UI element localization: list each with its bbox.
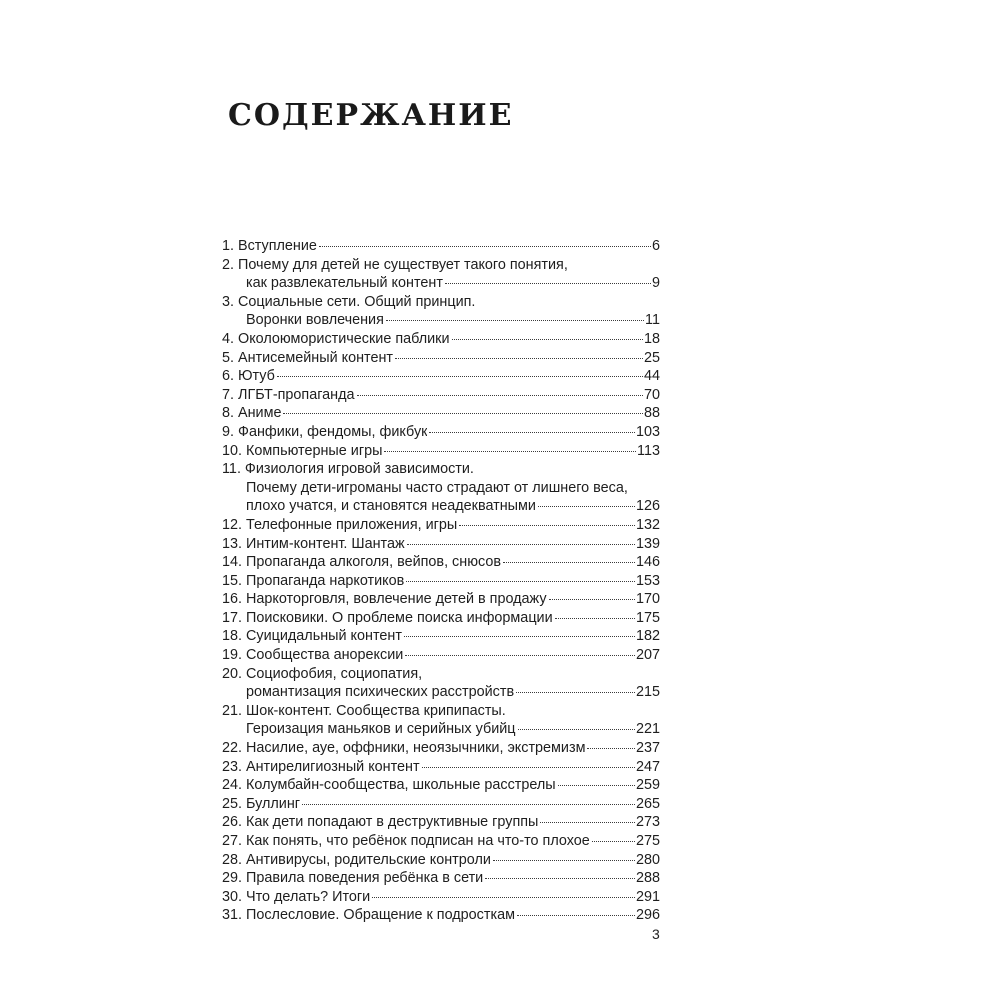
dot-leader [404, 635, 635, 637]
dot-leader [422, 766, 635, 768]
toc-entry-title: 10. Компьютерные игры [222, 442, 383, 459]
toc-entry [222, 776, 660, 795]
dot-leader [384, 450, 636, 452]
dot-leader [407, 543, 635, 545]
toc-entry-line [222, 795, 660, 814]
toc-entry-title: 9. Фанфики, фендомы, фикбук [222, 423, 428, 440]
dot-leader [540, 821, 635, 823]
toc-entry-title: 12. Телефонные приложения, игры [222, 516, 458, 533]
toc-entry-page: 153 [635, 572, 660, 589]
dot-leader [459, 524, 635, 526]
toc-entry-page: 18 [643, 330, 660, 347]
dot-leader [302, 803, 635, 805]
dot-leader [555, 617, 635, 619]
toc-entry-line [222, 423, 660, 442]
toc-entry-page: 275 [635, 833, 660, 849]
toc-entry-line [222, 776, 660, 795]
toc-entry-page: 280 [635, 851, 660, 868]
toc-entry-title: 30. Что делать? Итоги [222, 888, 371, 905]
toc-entry-line [222, 404, 660, 423]
toc-entry-line [222, 256, 660, 275]
toc-entry-page: 182 [635, 628, 660, 645]
toc-entry [222, 386, 660, 405]
toc-entry-line [222, 442, 660, 461]
toc-entry-title: 3. Социальные сети. Общий принцип. [222, 293, 476, 310]
toc-entry [222, 367, 660, 386]
toc-entry-title: 18. Суицидальный контент [222, 628, 402, 645]
toc-entry [222, 646, 660, 665]
toc-entry-line [222, 609, 660, 628]
toc-entry-page: 288 [635, 870, 660, 887]
toc-entry-title: 28. Антивирусы, родительские контроли [222, 851, 491, 868]
toc-entry-title: Воронки вовлечения [246, 312, 384, 329]
toc-entry-title: 22. Насилие, ауе, оффники, неоязычники, экстремизм [222, 740, 586, 757]
toc-entry [222, 832, 660, 851]
toc-entry-page: 25 [643, 349, 660, 366]
toc-entry-page: 70 [643, 386, 660, 403]
toc-entry-line [222, 739, 660, 758]
toc-entry-line [222, 293, 660, 312]
toc-entry-title: 13. Интим-контент. Шантаж [222, 535, 405, 552]
toc-entry-page: 175 [635, 609, 660, 626]
toc-entry-title: 21. Шок-контент. Сообщества крипипасты. [222, 702, 506, 719]
toc-entry-title: 19. Сообщества анорексии [222, 647, 404, 664]
toc-entry-title: 25. Буллинг [222, 795, 301, 812]
toc-entry-continuation [222, 497, 660, 516]
toc-entry-title: 14. Пропаганда алкоголя, вейпов, снюсов [222, 554, 502, 571]
toc-entry-line [222, 367, 660, 386]
toc-entry-title: 7. ЛГБТ-пропаганда [222, 386, 355, 403]
toc-entry-line [222, 665, 660, 684]
toc-entry-page: 170 [635, 591, 660, 608]
page-number: 3 [652, 926, 660, 942]
toc-entry-title: 16. Наркоторговля, вовлечение детей в продажу [222, 591, 547, 608]
toc-entry-page: 11 [645, 312, 660, 329]
toc-entry-line [222, 386, 660, 405]
toc-entry-title: 29. Правила поведения ребёнка в сети [222, 870, 484, 887]
toc-entry-line [222, 813, 660, 832]
dot-leader [558, 784, 635, 786]
toc-entry-title: 4. Околоюмористические паблики [222, 330, 450, 347]
toc-entry-page: 207 [635, 647, 660, 664]
toc-entry [222, 869, 660, 888]
toc-entry [222, 627, 660, 646]
toc-entry [222, 404, 660, 423]
toc-entry [222, 906, 660, 925]
toc-entry-page: 103 [635, 423, 660, 440]
toc-entry-page: 237 [635, 740, 660, 757]
toc-entry-continuation [222, 720, 660, 739]
toc-entry-title: 23. Антирелигиозный контент [222, 758, 420, 775]
toc-entry [222, 423, 660, 442]
dot-leader [549, 598, 635, 600]
toc-entry-title: Почему дети-игроманы часто страдают от лишнего веса, [246, 479, 628, 496]
toc-entry [222, 330, 660, 349]
toc-entry [222, 516, 660, 535]
toc-entry-page: 6 [651, 238, 660, 254]
toc-entry-page: 126 [635, 498, 660, 515]
dot-leader [429, 431, 635, 433]
toc-entry-line [222, 832, 660, 851]
table-of-contents [222, 237, 660, 925]
toc-entry-title: 27. Как понять, что ребёнок подписан на что-то плохое [222, 833, 590, 849]
toc-entry [222, 758, 660, 777]
toc-entry [222, 609, 660, 628]
toc-entry-title: 2. Почему для детей не существует такого понятия, [222, 256, 568, 273]
dot-leader [587, 747, 635, 749]
toc-entry-page: 221 [635, 721, 660, 738]
toc-entry-page: 273 [635, 814, 660, 831]
toc-entry [222, 851, 660, 870]
dot-leader [319, 245, 651, 247]
toc-entry [222, 813, 660, 832]
dot-leader [503, 561, 635, 563]
toc-entry-line [222, 535, 660, 554]
toc-entry-page: 146 [635, 554, 660, 571]
page-title: СОДЕРЖАНИЕ [228, 98, 514, 133]
toc-entry [222, 442, 660, 461]
toc-entry [222, 460, 660, 516]
toc-entry-page: 215 [635, 684, 660, 701]
dot-leader [372, 896, 635, 898]
toc-entry-line [222, 553, 660, 572]
dot-leader [445, 282, 651, 284]
toc-entry [222, 293, 660, 330]
toc-entry-line [222, 851, 660, 870]
dot-leader [283, 412, 643, 414]
toc-entry-title: 1. Вступление [222, 238, 317, 254]
toc-entry-title: Героизация маньяков и серийных убийц [246, 721, 516, 738]
toc-entry-page: 291 [635, 888, 660, 905]
toc-entry-title: 15. Пропаганда наркотиков [222, 572, 405, 589]
toc-entry [222, 888, 660, 907]
dot-leader [538, 505, 635, 507]
dot-leader [277, 375, 643, 377]
toc-entry [222, 739, 660, 758]
dot-leader [518, 728, 635, 730]
toc-entry-line [222, 516, 660, 535]
toc-entry [222, 665, 660, 702]
toc-entry-line [222, 572, 660, 591]
toc-entry-title: 24. Колумбайн-сообщества, школьные расстрелы [222, 777, 556, 794]
dot-leader [485, 877, 635, 879]
toc-entry-continuation [222, 274, 660, 293]
toc-entry-page: 113 [637, 442, 660, 459]
dot-leader [517, 914, 635, 916]
toc-entry-page: 88 [643, 405, 660, 422]
toc-entry-page: 132 [635, 516, 660, 533]
toc-entry-title: 17. Поисковики. О проблеме поиска информации [222, 609, 553, 626]
toc-entry [222, 535, 660, 554]
toc-entry-title: плохо учатся, и становятся неадекватными [246, 498, 536, 515]
toc-entry [222, 590, 660, 609]
dot-leader [395, 357, 643, 359]
toc-entry-continuation [222, 311, 660, 330]
dot-leader [386, 319, 644, 321]
toc-entry-title: 20. Социофобия, социопатия, [222, 665, 423, 682]
toc-entry-title: 26. Как дети попадают в деструктивные группы [222, 814, 539, 831]
toc-entry-line [222, 869, 660, 888]
toc-entry-title: 31. Послесловие. Обращение к подросткам [222, 907, 515, 924]
toc-entry-line [222, 349, 660, 368]
toc-entry-line [222, 237, 660, 256]
toc-entry-title: романтизация психических расстройств [246, 684, 515, 701]
toc-entry-page: 139 [635, 535, 660, 552]
dot-leader [405, 654, 635, 656]
toc-entry-page: 259 [635, 777, 660, 794]
toc-entry-continuation [222, 479, 660, 498]
dot-leader [452, 338, 643, 340]
toc-entry-line [222, 758, 660, 777]
toc-entry-title: 5. Антисемейный контент [222, 349, 394, 366]
toc-entry [222, 572, 660, 591]
dot-leader [516, 691, 635, 693]
toc-entry-title: как развлекательный контент [246, 275, 443, 292]
dot-leader [357, 394, 643, 396]
toc-entry-page: 44 [643, 368, 660, 385]
toc-entry [222, 702, 660, 739]
toc-entry-page: 265 [635, 795, 660, 812]
toc-entry-page: 296 [635, 907, 660, 924]
toc-entry-title: 11. Физиология игровой зависимости. [222, 461, 474, 478]
toc-entry [222, 553, 660, 572]
toc-entry-line [222, 627, 660, 646]
toc-entry-continuation [222, 683, 660, 702]
toc-entry-line [222, 702, 660, 721]
toc-entry-line [222, 590, 660, 609]
toc-entry [222, 256, 660, 293]
toc-entry-line [222, 646, 660, 665]
toc-entry [222, 349, 660, 368]
toc-entry-page: 247 [635, 758, 660, 775]
dot-leader [493, 859, 635, 861]
toc-entry-line [222, 460, 660, 479]
toc-entry [222, 795, 660, 814]
toc-entry-title: 6. Ютуб [222, 368, 275, 385]
toc-entry [222, 237, 660, 256]
toc-entry-line [222, 906, 660, 925]
toc-entry-page: 9 [651, 275, 660, 292]
toc-entry-title: 8. Аниме [222, 405, 282, 422]
toc-entry-line [222, 330, 660, 349]
dot-leader [592, 840, 635, 842]
dot-leader [406, 580, 635, 582]
toc-entry-line [222, 888, 660, 907]
